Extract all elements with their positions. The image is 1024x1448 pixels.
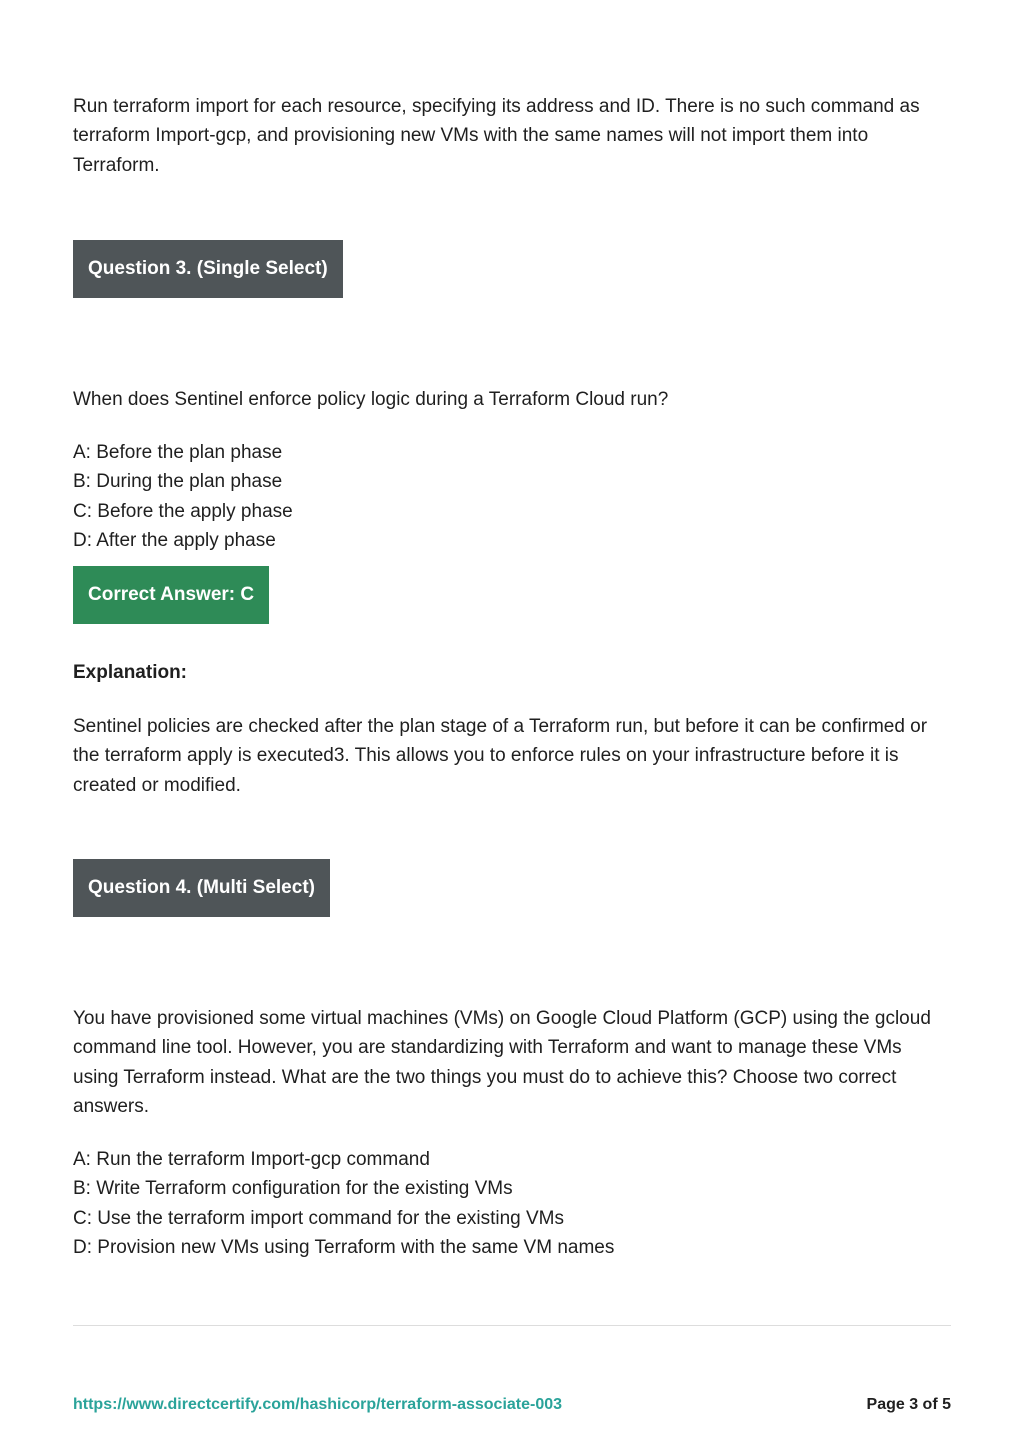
page-number: Page 3 of 5 (866, 1396, 951, 1413)
explanation-label: Explanation: (73, 662, 188, 683)
footer-url-link[interactable]: https://www.directcertify.com/hashicorp/terraform-associate-003 (73, 1396, 563, 1413)
question-4-options (73, 1145, 951, 1262)
question-4-option-a: A: Run the terraform Import-gcp command (73, 1149, 430, 1170)
question-4-header: Question 4. (Multi Select) (73, 859, 330, 917)
question-3-options (73, 438, 951, 555)
question-3-option-a: A: Before the plan phase (73, 442, 283, 463)
question-4-option-c: C: Use the terraform import command for the existing VMs (73, 1207, 564, 1229)
question-4-option-b: B: Write Terraform configuration for the existing VMs (73, 1178, 513, 1200)
footer-divider (73, 1325, 951, 1326)
question-4-prompt: You have provisioned some virtual machines (VMs) on Google Cloud Platform (GCP) using the gcloud command line tool. However, you are standardizing with Terraform and want to manage these VMs using Terraform instead. What are the two things you must do to achieve this? Choose two correct answers. (73, 1008, 931, 1117)
question-4-option-d: D: Provision new VMs using Terraform with the same VM names (73, 1236, 615, 1258)
question-3-option-c: C: Before the apply phase (73, 500, 293, 522)
question-3-explanation: Sentinel policies are checked after the plan stage of a Terraform run, but before it can be confirmed or the terraform apply is executed3. This allows you to enforce rules on your infrastructure before it is created or modified. (73, 716, 928, 796)
question-3-option-b: B: During the plan phase (73, 471, 283, 493)
correct-answer-badge: Correct Answer: C (73, 566, 269, 624)
question-3-option-d: D: After the apply phase (73, 529, 276, 551)
question-3-prompt: When does Sentinel enforce policy logic during a Terraform Cloud run? (73, 389, 669, 410)
question-3-header: Question 3. (Single Select) (73, 240, 343, 298)
previous-explanation-text: Run terraform import for each resource, specifying its address and ID. There is no such command as terraform Import-gcp, and provisioning new VMs with the same names will not import them into Terraform. (73, 96, 920, 176)
